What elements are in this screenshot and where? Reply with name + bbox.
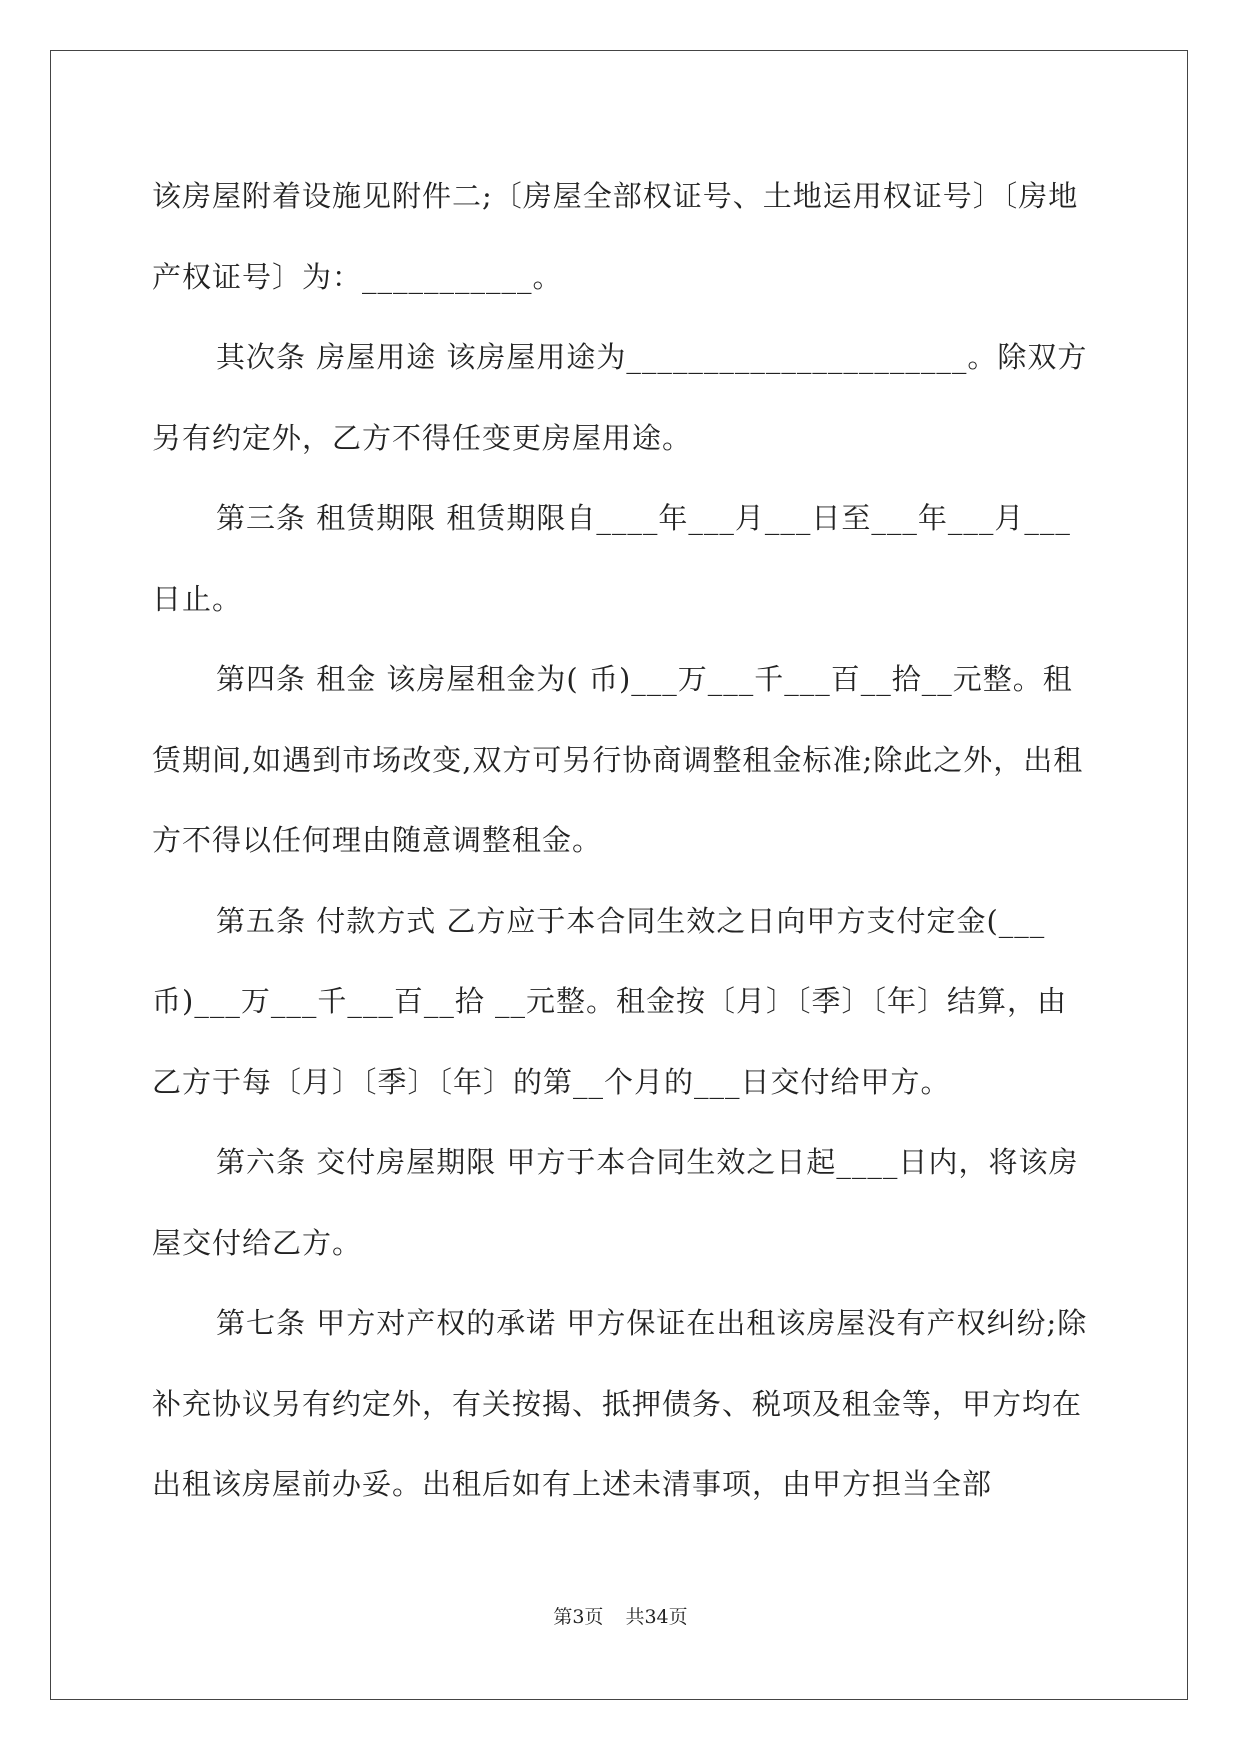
- page-total: 共34页: [625, 1606, 688, 1628]
- paragraph-article-3: 第三条 租赁期限 租赁期限自____年___月___日至___年___月___日止。: [152, 501, 1071, 616]
- paragraph-article-2: 其次条 房屋用途 该房屋用途为______________________。除双方另有约定外，乙方不得任变更房屋用途。: [152, 340, 1088, 455]
- page-number: 第3页: [553, 1606, 604, 1628]
- paragraph-article-7: 第七条 甲方对产权的承诺 甲方保证在出租该房屋没有产权纠纷;除补充协议另有约定外，有关按揭、抵押债务、税项及租金等，甲方均在出租该房屋前办妥。出租后如有上述未清事项，由甲方担当全部: [152, 1306, 1088, 1501]
- paragraph-article-6: 第六条 交付房屋期限 甲方于本合同生效之日起____日内，将该房屋交付给乙方。: [152, 1145, 1079, 1260]
- paragraph-article-5: 第五条 付款方式 乙方应于本合同生效之日向甲方支付定金(___币)___万___千___百__拾 __元整。租金按〔月〕〔季〕〔年〕结算，由乙方于每〔月〕〔季〕〔年〕的第__个月的___日交付给甲方。: [152, 903, 1068, 1099]
- page-footer: [0, 1602, 1241, 1629]
- paragraph-article-4: 第四条 租金 该房屋租金为( 币)___万___千___百__拾__元整。租赁期间,如遇到市场改变,双方可另行协商调整租金标准;除此之外，出租方不得以任何理由随意调整租金。: [152, 662, 1084, 857]
- paragraph-attachment: 该房屋附着设施见附件二;〔房屋全部权证号、土地运用权证号〕〔房地产权证号〕为：___________。: [152, 179, 1079, 294]
- document-body: [152, 156, 1092, 1525]
